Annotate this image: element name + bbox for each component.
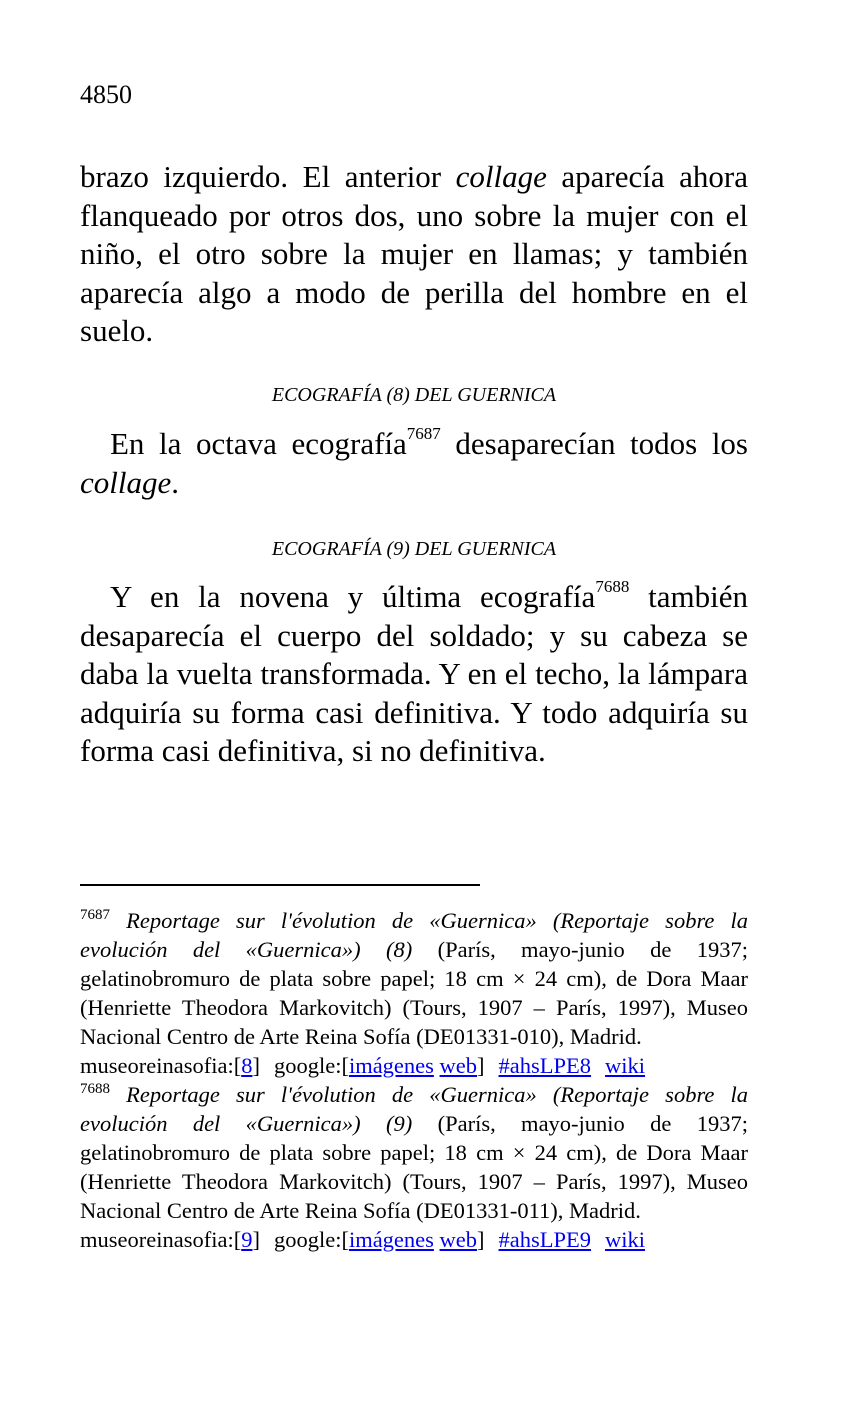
footnotes xyxy=(80,906,748,1254)
google-bracket: ] xyxy=(477,1053,485,1078)
footnote-number: 7687 xyxy=(80,907,110,923)
section-8-text-middle: desaparecían todos los xyxy=(440,426,748,461)
wiki-link[interactable]: wiki xyxy=(605,1227,646,1252)
footnote-text: (París, mayo-junio de 1937; gelatinobromuro de plata sobre papel; 18 cm × 24 cm), de Dora Maar (Henriette Theodora Markovitch) (Tours, 1907 – París, 1997), Museo Nacional Centro de Arte Reina Sofía (DE01331-010), Madrid. xyxy=(80,937,748,1049)
continuation-emphasis: collage xyxy=(455,159,547,194)
footnote-7688 xyxy=(80,1080,748,1254)
web-link[interactable]: web xyxy=(439,1227,478,1252)
tag-link[interactable]: #ahsLPE9 xyxy=(498,1227,592,1252)
footnote-separator xyxy=(80,884,480,886)
google-bracket: ] xyxy=(477,1227,485,1252)
footnote-links xyxy=(80,1051,748,1080)
museo-label: museoreinasofia:[ xyxy=(80,1227,242,1252)
images-link[interactable]: imágenes xyxy=(348,1227,434,1252)
footnote-7687 xyxy=(80,906,748,1080)
section-9-text-end: también desaparecía el cuerpo del soldado; y su cabeza se daba la vuelta transformada. Y en el techo, la lámpara adquiría su forma casi definitiva. Y todo adquiría su forma casi definitiva, si no definitiva. xyxy=(80,579,748,768)
continuation-text-end: aparecía ahora flanqueado por otros dos, uno sobre la mujer con el niño, el otro sobre la mujer en llamas; y también aparecía algo a modo de perilla del hombre en el suelo. xyxy=(80,159,748,348)
museo-bracket: ] xyxy=(252,1227,260,1252)
images-link[interactable]: imágenes xyxy=(348,1053,434,1078)
section-9-text-start: Y en la novena y última ecografía xyxy=(110,579,596,614)
section-8-emphasis: collage xyxy=(80,464,172,500)
footnote-ref-7687[interactable]: 7687 xyxy=(406,424,441,443)
tag-link[interactable]: #ahsLPE8 xyxy=(498,1053,592,1078)
museo-label: museoreinasofia:[ xyxy=(80,1053,242,1078)
footnote-text: (París, mayo-junio de 1937; gelatinobromuro de plata sobre papel; 18 cm × 24 cm), de Dora Maar (Henriette Theodora Markovitch) (Tours, 1907 – París, 1997), Museo Nacional Centro de Arte Reina Sofía (DE01331-011), Madrid. xyxy=(80,1111,748,1223)
section-heading-8: ECOGRAFÍA (8) DEL GUERNICA xyxy=(271,384,557,406)
section-paragraph-9 xyxy=(80,578,748,771)
museo-bracket: ] xyxy=(252,1053,260,1078)
web-link[interactable]: web xyxy=(439,1053,478,1078)
museo-link[interactable]: 8 xyxy=(241,1053,253,1078)
museo-link[interactable]: 9 xyxy=(241,1227,253,1252)
continuation-text-start: brazo izquierdo. El anterior xyxy=(80,159,456,194)
footnote-number: 7688 xyxy=(80,1081,110,1097)
section-heading-9: ECOGRAFÍA (9) DEL GUERNICA xyxy=(271,538,557,560)
continuation-paragraph xyxy=(80,158,748,351)
section-paragraph-8 xyxy=(80,425,748,502)
footnote-links xyxy=(80,1225,748,1254)
page-number: 4850 xyxy=(80,80,132,109)
footnote-ref-7688[interactable]: 7688 xyxy=(595,577,630,596)
section-8-text-end: . xyxy=(171,464,179,500)
footnote-title: Reportage sur l'évolution de «Guernica» (Reportaje sobre la evolución del «Guernica») (8) xyxy=(80,908,748,962)
section-8-text-start: En la octava ecografía xyxy=(110,426,407,461)
wiki-link[interactable]: wiki xyxy=(605,1053,646,1078)
footnote-title: Reportage sur l'évolution de «Guernica» (Reportaje sobre la evolución del «Guernica») (9) xyxy=(80,1082,748,1136)
google-label: google:[ xyxy=(273,1227,349,1252)
google-label: google:[ xyxy=(273,1053,349,1078)
